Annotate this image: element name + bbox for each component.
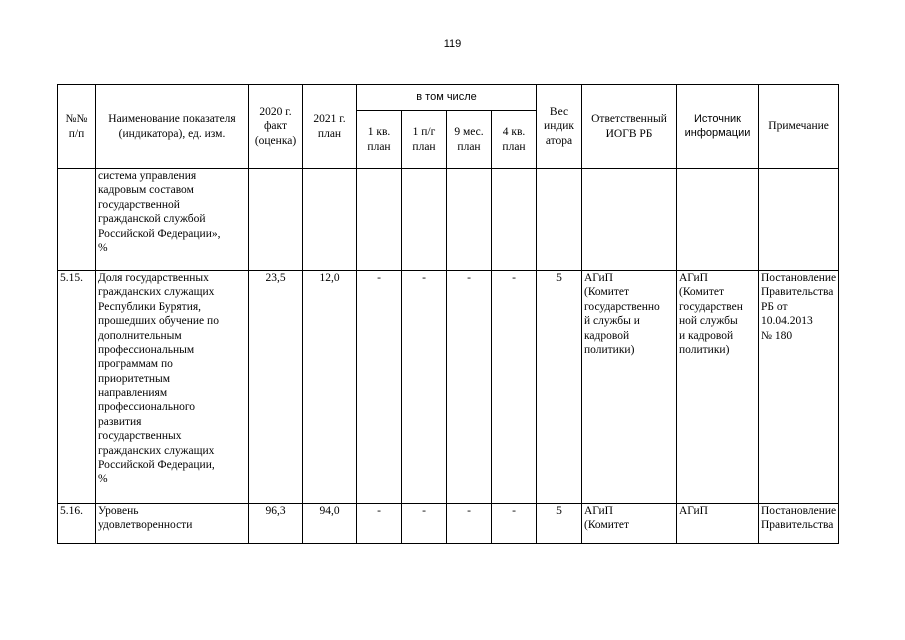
header-q4-plan: 4 кв. план <box>492 111 537 169</box>
row-fact-2020: 23,5 <box>249 271 303 504</box>
row-note: Постановление Правительства <box>759 504 839 544</box>
row-q4: - <box>492 271 537 504</box>
header-num: №№ п/п <box>58 85 96 169</box>
row-source: АГиП <box>677 504 759 544</box>
row-responsible: АГиП (Комитет государственно й службы и кадровой политики) <box>582 271 677 504</box>
row-source: АГиП (Комитет государствен ной службы и кадровой политики) <box>677 271 759 504</box>
row-plan-2021 <box>303 169 357 271</box>
row-num <box>58 169 96 271</box>
row-q1 <box>357 169 402 271</box>
row-name: система управления кадровым составом государственной гражданской службой Российской Федерации», % <box>96 169 249 271</box>
indicators-table <box>57 84 839 544</box>
row-9m <box>447 169 492 271</box>
row-q4: - <box>492 504 537 544</box>
row-num: 5.15. <box>58 271 96 504</box>
row-responsible <box>582 169 677 271</box>
row-9m: - <box>447 271 492 504</box>
row-h1 <box>402 169 447 271</box>
header-h1-plan: 1 п/г план <box>402 111 447 169</box>
header-plan-2021: 2021 г. план <box>303 85 357 169</box>
header-source: Источник информации <box>677 85 759 169</box>
row-plan-2021: 94,0 <box>303 504 357 544</box>
header-note: Примечание <box>759 85 839 169</box>
table-row <box>58 271 839 504</box>
row-h1: - <box>402 504 447 544</box>
row-h1: - <box>402 271 447 504</box>
row-weight: 5 <box>537 504 582 544</box>
row-q4 <box>492 169 537 271</box>
row-note: Постановление Правительства РБ от 10.04.2013 № 180 <box>759 271 839 504</box>
page-number: 119 <box>443 38 462 50</box>
row-name: Уровень удовлетворенности <box>96 504 249 544</box>
row-fact-2020 <box>249 169 303 271</box>
table-row <box>58 169 839 271</box>
row-q1: - <box>357 271 402 504</box>
header-responsible: Ответственный ИОГВ РБ <box>582 85 677 169</box>
row-name: Доля государственных гражданских служащих Республики Бурятия, прошедших обучение по дополнительным профессиональным программам по приоритетным направлениям профессионального развития государственных гражданских служащих Российской Федерации, % <box>96 271 249 504</box>
row-plan-2021: 12,0 <box>303 271 357 504</box>
row-fact-2020: 96,3 <box>249 504 303 544</box>
header-name: Наименование показателя (индикатора), ед. изм. <box>96 85 249 169</box>
header-weight: Вес индик атора <box>537 85 582 169</box>
table-header <box>58 85 839 169</box>
row-num: 5.16. <box>58 504 96 544</box>
row-weight: 5 <box>537 271 582 504</box>
table-row <box>58 504 839 544</box>
row-q1: - <box>357 504 402 544</box>
header-including: в том числе <box>357 85 537 111</box>
row-responsible: АГиП (Комитет <box>582 504 677 544</box>
header-fact-2020: 2020 г. факт (оценка) <box>249 85 303 169</box>
row-9m: - <box>447 504 492 544</box>
row-note <box>759 169 839 271</box>
row-source <box>677 169 759 271</box>
header-q1-plan: 1 кв. план <box>357 111 402 169</box>
header-9m-plan: 9 мес. план <box>447 111 492 169</box>
row-weight <box>537 169 582 271</box>
